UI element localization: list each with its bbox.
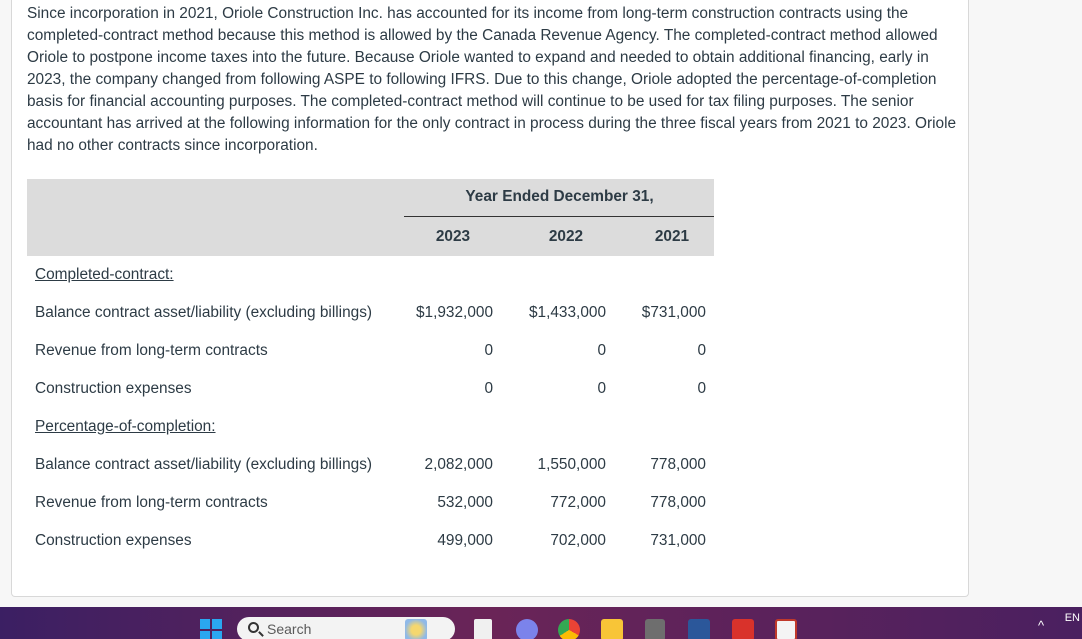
column-header-2022: 2022 xyxy=(548,228,584,245)
cell-cc-revenue-2022: 0 xyxy=(597,342,606,359)
cell-cc-expenses-2022: 0 xyxy=(597,380,606,397)
tray-chevron-up-icon[interactable]: ^ xyxy=(1038,618,1045,633)
cell-cc-expenses-2023: 0 xyxy=(484,380,493,397)
windows-start-icon[interactable] xyxy=(200,619,222,639)
chat-icon[interactable] xyxy=(516,619,538,639)
cell-cc-expenses-2021: 0 xyxy=(697,380,706,397)
search-placeholder: Search xyxy=(267,621,312,637)
search-icon xyxy=(248,622,259,633)
row-label-poc-balance: Balance contract asset/liability (excluding billings) xyxy=(35,456,373,473)
cell-cc-revenue-2023: 0 xyxy=(484,342,493,359)
row-label-poc-revenue: Revenue from long-term contracts xyxy=(35,494,268,511)
cell-poc-expenses-2021: 731,000 xyxy=(650,532,706,549)
section-percentage-of-completion: Percentage-of-completion: xyxy=(35,418,216,435)
problem-paragraph: Since incorporation in 2021, Oriole Construction Inc. has accounted for its income from long-term construction contracts using the completed-contract method because this method is allowed by the Canada Revenue Agency. The completed-contract method allowed Oriole to postpone income taxes into the future. Because Oriole wanted to expand and needed to obtain additional financing, early in 2023, the company changed from following ASPE to following IFRS. Due to this change, Oriole adopted the percentage-of-completion basis for financial accounting purposes. The completed-contract method will continue to be used for tax filing purposes. The senior accountant has arrived at the following information for the only contract in process during the three fiscal years from 2021 to 2023. Oriole had no other contracts since incorporation. xyxy=(27,5,957,154)
column-header-2023: 2023 xyxy=(435,228,471,245)
column-header-2021: 2021 xyxy=(654,228,690,245)
cell-poc-balance-2022: 1,550,000 xyxy=(537,456,606,473)
row-label-cc-balance: Balance contract asset/liability (excluding billings) xyxy=(35,304,373,321)
widgets-icon[interactable] xyxy=(405,619,427,639)
header-rule xyxy=(404,216,714,217)
taskbar xyxy=(0,607,1082,639)
cell-poc-expenses-2023: 499,000 xyxy=(437,532,493,549)
chrome-icon[interactable] xyxy=(558,619,580,639)
row-label-cc-expenses: Construction expenses xyxy=(35,380,192,397)
task-view-icon[interactable] xyxy=(474,619,492,639)
cell-cc-revenue-2021: 0 xyxy=(697,342,706,359)
cell-poc-balance-2021: 778,000 xyxy=(650,456,706,473)
cell-cc-balance-2022: $1,433,000 xyxy=(528,304,606,321)
row-label-poc-expenses: Construction expenses xyxy=(35,532,192,549)
cell-cc-balance-2021: $731,000 xyxy=(641,304,706,321)
language-indicator[interactable]: EN xyxy=(1064,612,1080,624)
row-label-cc-revenue: Revenue from long-term contracts xyxy=(35,342,268,359)
file-explorer-icon[interactable] xyxy=(601,619,623,639)
cell-poc-revenue-2022: 772,000 xyxy=(550,494,606,511)
cell-poc-expenses-2022: 702,000 xyxy=(550,532,606,549)
cell-cc-balance-2023: $1,932,000 xyxy=(415,304,493,321)
cell-poc-revenue-2023: 532,000 xyxy=(437,494,493,511)
year-ended-header: Year Ended December 31, xyxy=(465,188,654,205)
word-icon[interactable] xyxy=(688,619,710,639)
section-completed-contract: Completed-contract: xyxy=(35,266,174,283)
acrobat-icon[interactable] xyxy=(732,619,754,639)
cell-poc-revenue-2021: 778,000 xyxy=(650,494,706,511)
cell-poc-balance-2023: 2,082,000 xyxy=(424,456,493,473)
snipping-tool-icon[interactable] xyxy=(775,619,797,639)
calculator-icon[interactable] xyxy=(645,619,665,639)
